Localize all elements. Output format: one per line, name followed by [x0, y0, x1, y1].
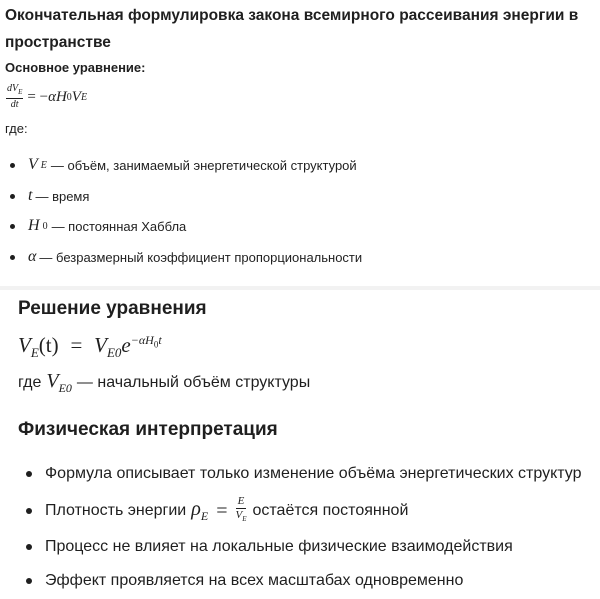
- section-divider: [0, 286, 600, 290]
- bullet-icon: [10, 255, 15, 260]
- main-equation-heading: Основное уравнение:: [5, 60, 146, 75]
- solution-equation: $V_E(t) = V_{E0}e^{-\alpha H_0t}$: [18, 333, 162, 361]
- page-title: Окончательная формулировка закона всемирного рассеивания энергии в пространстве: [5, 7, 579, 51]
- list-item: t — время: [10, 185, 89, 207]
- bullet-icon: [26, 508, 32, 514]
- interpretation-heading: Физическая интерпретация: [18, 419, 278, 440]
- bullet-icon: [26, 544, 32, 550]
- list-item: H 0 — постоянная Хаббла: [10, 215, 186, 237]
- main-equation: $\frac{dV_E}{dt}$ = − α H 0 V E: [7, 83, 88, 110]
- derivative-fraction: $\frac{dV_E}{dt}$: [7, 83, 23, 110]
- bullet-icon: [10, 194, 15, 199]
- density-fraction: $\frac{E}{V_E}$: [235, 495, 247, 524]
- initial-volume-note: где $V_{E0}$ — начальный объём структуры: [18, 370, 311, 395]
- list-item: Плотность энергии $\rho_E$ = $\frac{E}{V_E}$ остаётся постоянной: [26, 496, 408, 526]
- density-symbol: $\rho_E$: [191, 498, 209, 523]
- top-section: [0, 0, 600, 287]
- list-item: α — безразмерный коэффициент пропорциональности: [10, 246, 362, 268]
- list-item: Процесс не влияет на локальные физические взаимодействия: [26, 532, 513, 562]
- bullet-icon: [26, 471, 32, 477]
- bullet-icon: [10, 163, 15, 168]
- where-label: где:: [5, 121, 28, 136]
- list-item: Формула описывает только изменение объёма энергетических структур: [26, 459, 582, 489]
- solution-heading: Решение уравнения: [18, 298, 207, 319]
- bullet-icon: [10, 224, 15, 229]
- bullet-icon: [26, 578, 32, 584]
- list-item: V E — объём, занимаемый энергетической структурой: [10, 154, 357, 176]
- initial-volume-symbol: $V_{E0}$: [46, 370, 72, 395]
- list-item: Эффект проявляется на всех масштабах одновременно: [26, 566, 463, 596]
